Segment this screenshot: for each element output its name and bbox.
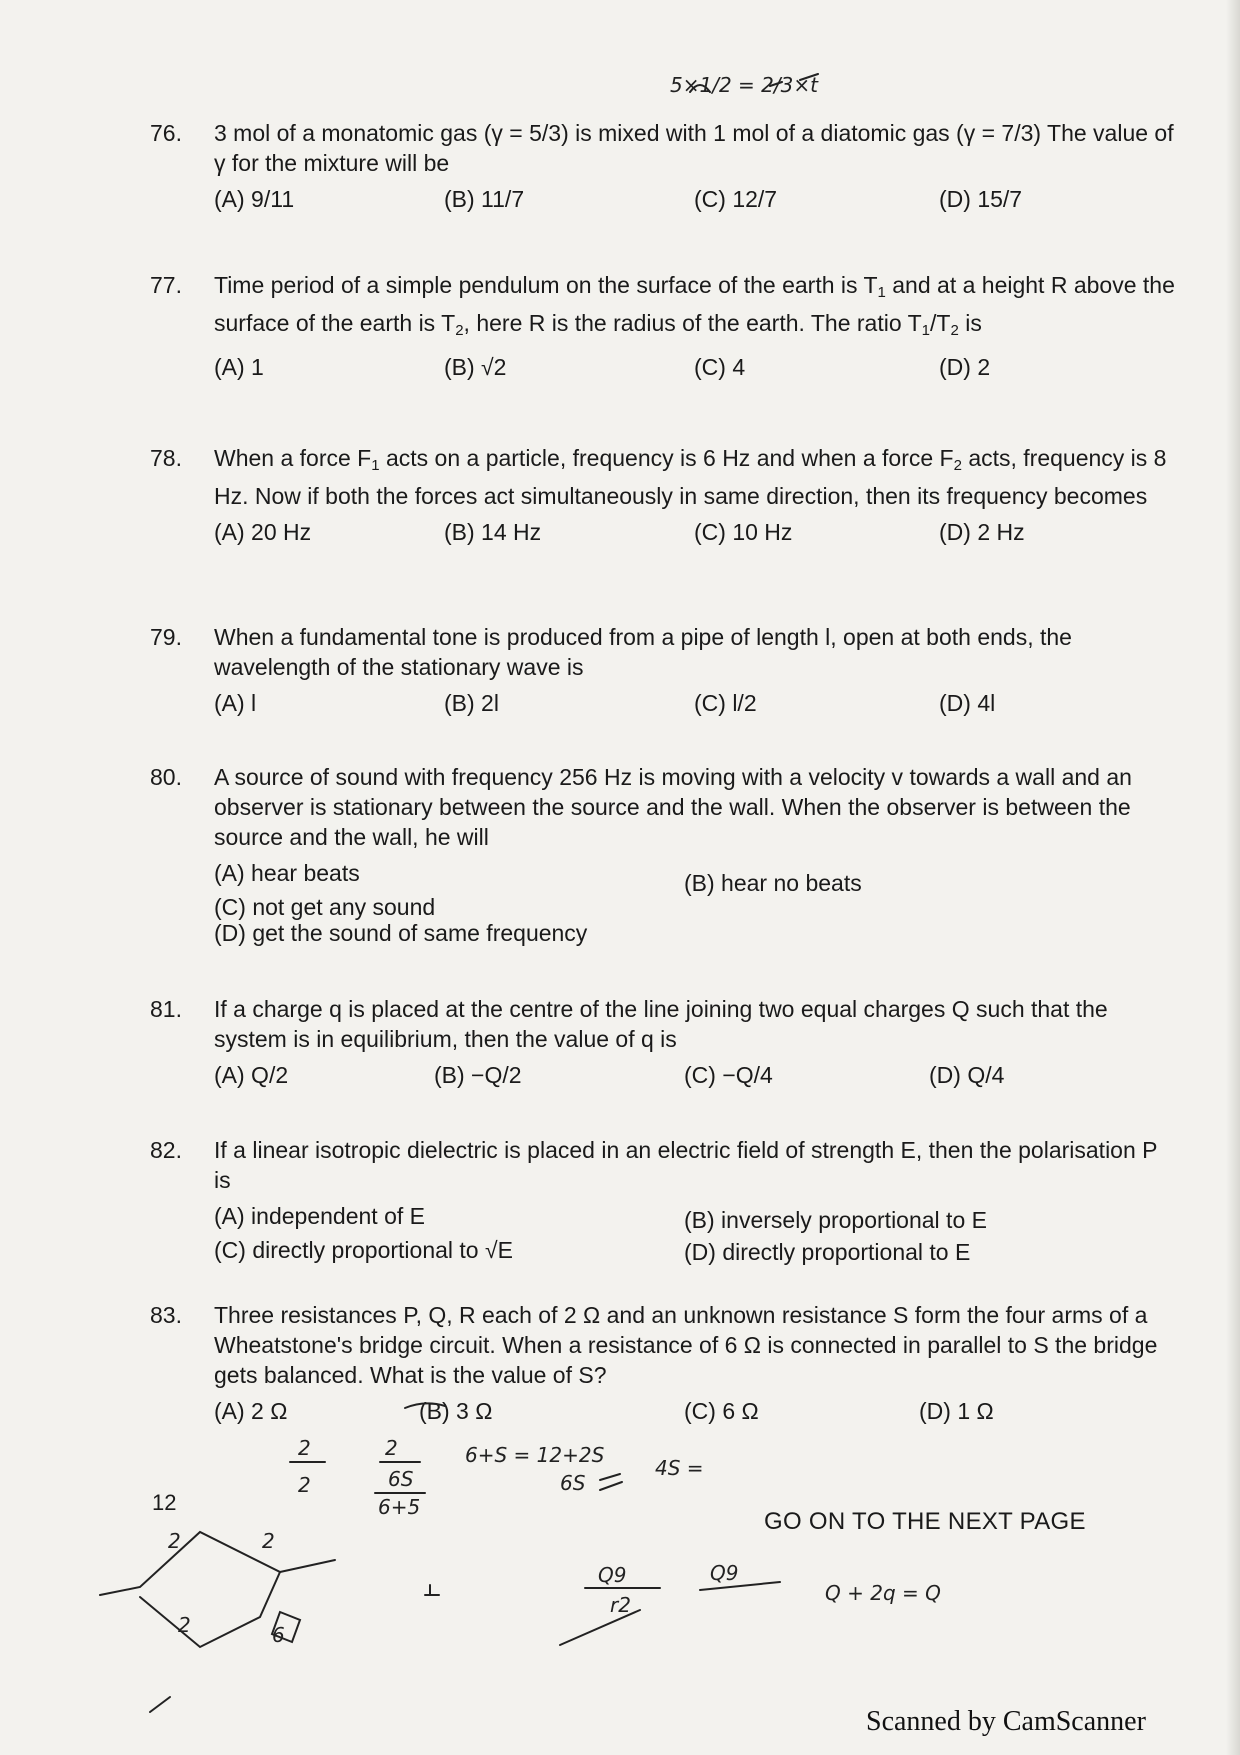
svg-text:2: 2	[298, 1436, 311, 1460]
page-edge-shadow	[1226, 0, 1240, 1755]
svg-text:Q9: Q9	[710, 1561, 739, 1585]
svg-text:2: 2	[385, 1436, 398, 1460]
svg-text:2: 2	[262, 1529, 275, 1553]
question-number: 76.	[150, 120, 182, 146]
next-page-notice: GO ON TO THE NEXT PAGE	[764, 1508, 1086, 1535]
option-d[interactable]: (D) 2	[939, 354, 991, 380]
option-a[interactable]: (A) 1	[214, 354, 264, 380]
svg-text:2: 2	[178, 1613, 191, 1637]
page-number: 12	[152, 1490, 177, 1515]
option-a[interactable]: (A) hear beats	[214, 860, 360, 886]
svg-text:6: 6	[272, 1623, 285, 1647]
option-d[interactable]: (D) 4l	[939, 690, 996, 716]
svg-text:Q + 2q = Q: Q + 2q = Q	[825, 1581, 941, 1605]
option-c[interactable]: (C) 4	[694, 354, 746, 380]
svg-text:4S =: 4S =	[655, 1456, 704, 1480]
svg-text:2: 2	[298, 1473, 311, 1497]
option-b[interactable]: (B) 14 Hz	[444, 519, 542, 545]
question-text: Time period of a simple pendulum on the surface of the earth is $T_1$ and at a height R above the surface of the earth is $T_2$, here R is the radius of the earth. The ratio $T_1/T_2$ is	[214, 272, 1175, 339]
option-a[interactable]: (A) 20 Hz	[214, 519, 312, 545]
svg-text:Q9: Q9	[598, 1563, 627, 1587]
option-d[interactable]: (D) 15/7	[939, 186, 1023, 212]
option-a[interactable]: (A) l	[214, 690, 257, 716]
option-c[interactable]: (C) directly proportional to √E	[214, 1237, 513, 1263]
option-c[interactable]: (C) −Q/4	[684, 1062, 773, 1088]
question-number: 78.	[150, 445, 182, 471]
option-a[interactable]: (A) 9/11	[214, 186, 295, 212]
svg-text:6+5: 6+5	[378, 1495, 421, 1519]
question-text: When a fundamental tone is produced from a pipe of length l, open at both ends, the wavelength of the stationary wave is	[214, 624, 1072, 680]
question-number: 80.	[150, 764, 182, 790]
question-text: If a linear isotropic dielectric is placed in an electric field of strength E, then the polarisation P is	[214, 1137, 1158, 1193]
option-b[interactable]: (B) 2l	[444, 690, 499, 716]
option-d[interactable]: (D) Q/4	[929, 1062, 1005, 1088]
question-number: 83.	[150, 1302, 182, 1328]
option-a[interactable]: (A) Q/2	[214, 1062, 289, 1088]
option-b[interactable]: (B) −Q/2	[434, 1062, 522, 1088]
answer-mark	[405, 1403, 445, 1408]
scanner-watermark: Scanned by CamScanner	[866, 1706, 1146, 1737]
option-a[interactable]: (A) independent of E	[214, 1203, 425, 1229]
question-number: 82.	[150, 1137, 182, 1163]
question-number: 77.	[150, 272, 182, 298]
option-b[interactable]: (B) √2	[444, 354, 507, 380]
option-c[interactable]: (C) 12/7	[694, 186, 778, 212]
svg-text:2: 2	[168, 1529, 181, 1553]
svg-text:r2: r2	[610, 1593, 631, 1617]
question-number: 81.	[150, 996, 182, 1022]
question-text: Three resistances P, Q, R each of 2 Ω and an unknown resistance S form the four arms of a Wheatstone's bridge circuit. When a resistance of 6 Ω is connected in parallel to S the bridge gets balanced. What is the value of S?	[214, 1302, 1158, 1388]
option-c[interactable]: (C) 10 Hz	[694, 519, 793, 545]
option-c[interactable]: (C) not get any sound	[214, 894, 436, 920]
option-c[interactable]: (C) 6 Ω	[684, 1398, 759, 1424]
question-text: A source of sound with frequency 256 Hz is moving with a velocity v towards a wall and an observer is stationary between the source and the wall. When the observer is between the source and the wall, he will	[214, 764, 1132, 850]
svg-text:6S: 6S	[388, 1467, 414, 1491]
option-b[interactable]: (B) hear no beats	[684, 870, 862, 896]
option-d[interactable]: (D) directly proportional to E	[684, 1239, 971, 1265]
option-c[interactable]: (C) l/2	[694, 690, 757, 716]
option-b[interactable]: (B) 11/7	[444, 186, 525, 212]
question-text: When a force $F_1$ acts on a particle, frequency is 6 Hz and when a force $F_2$ acts, frequency is 8 Hz. Now if both the forces act simultaneously in same direction, then its frequency becomes	[214, 445, 1167, 509]
question-text: If a charge q is placed at the centre of the line joining two equal charges Q such that the system is in equilibrium, then the value of q is	[214, 996, 1108, 1052]
option-d[interactable]: (D) get the sound of same frequency	[214, 920, 588, 946]
svg-text:6S: 6S	[560, 1471, 586, 1495]
question-text: 3 mol of a monatomic gas (γ = 5/3) is mixed with 1 mol of a diatomic gas (γ = 7/3) The value of γ for the mixture will be	[214, 120, 1174, 176]
option-d[interactable]: (D) 1 Ω	[919, 1398, 994, 1424]
option-b[interactable]: (B) 3 Ω	[419, 1398, 493, 1424]
option-d[interactable]: (D) 2 Hz	[939, 519, 1025, 545]
hand-note-top: 5×1/2 = 2/3×t	[670, 73, 818, 97]
svg-text:6+S = 12+2S: 6+S = 12+2S	[465, 1443, 605, 1467]
option-b[interactable]: (B) inversely proportional to E	[684, 1207, 987, 1233]
bridge-diagram	[100, 1532, 335, 1712]
option-a[interactable]: (A) 2 Ω	[214, 1398, 288, 1424]
question-number: 79.	[150, 624, 182, 650]
